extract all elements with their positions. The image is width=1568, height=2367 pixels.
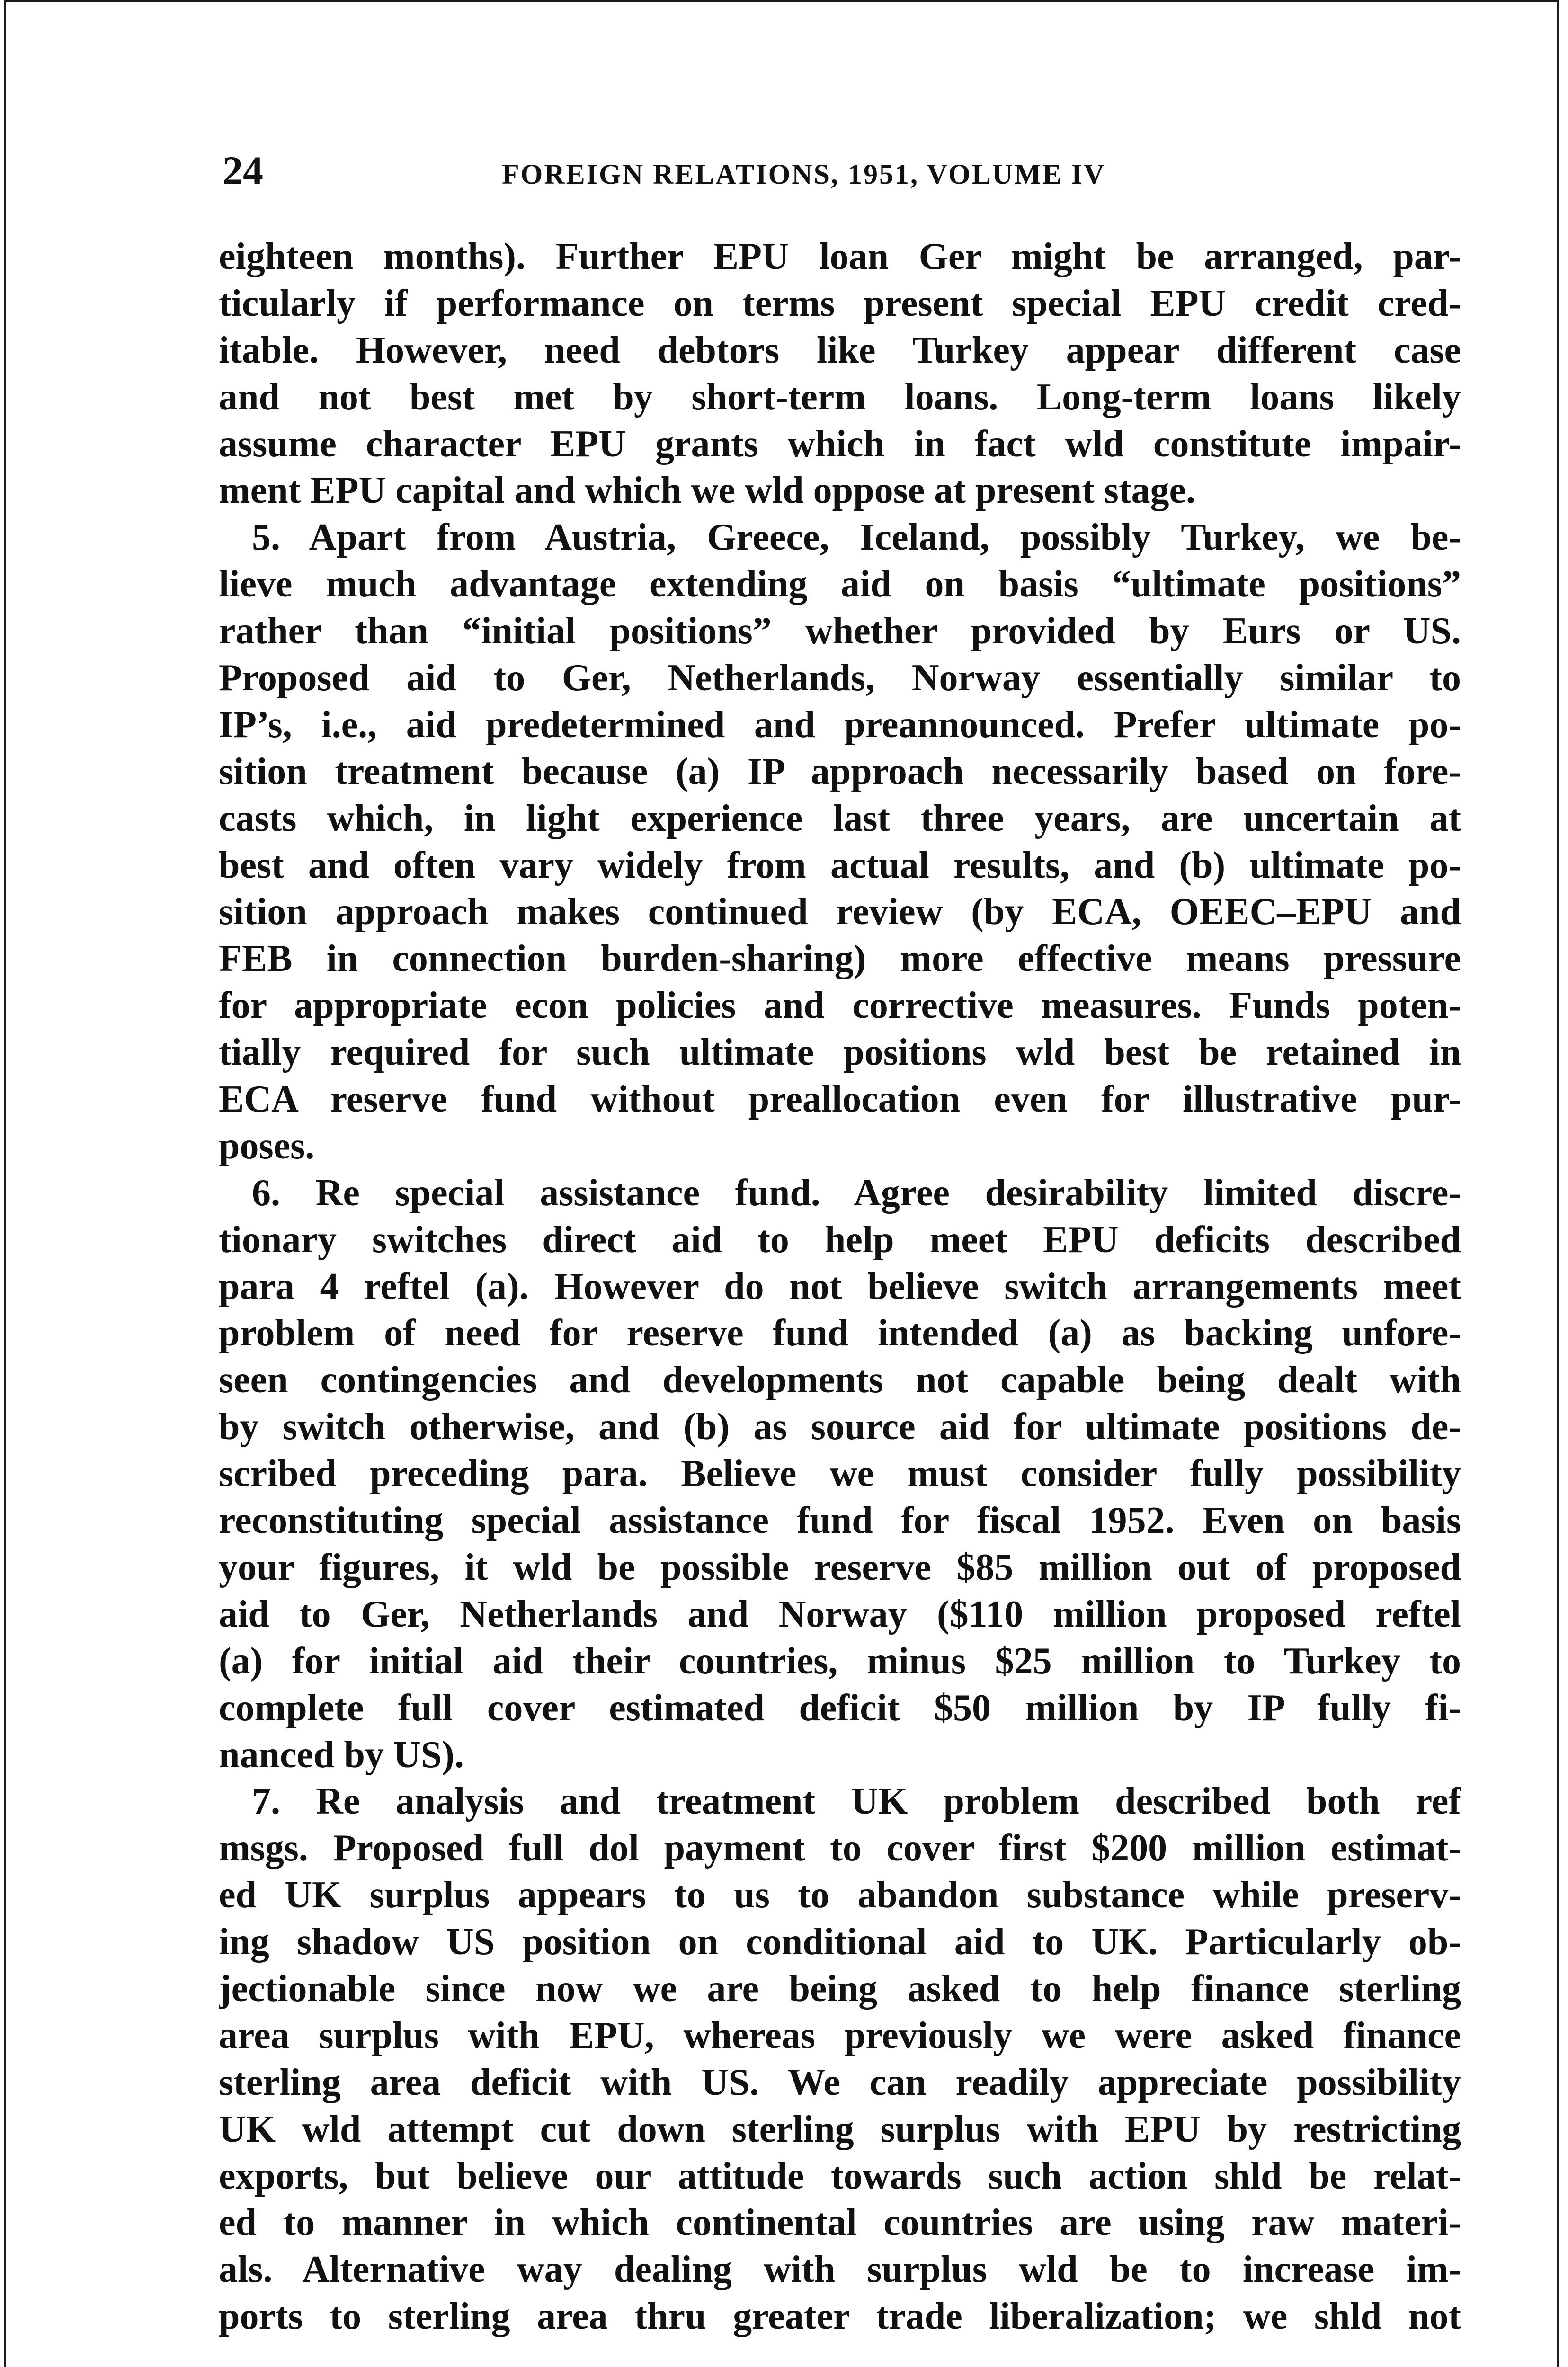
paragraph-5-start: 5. Apart from Austria, Greece, Iceland, possibly Turkey, we be- bbox=[252, 516, 1461, 559]
text-line: problem of need for reserve fund intended (a) as backing unfore- bbox=[219, 1312, 1461, 1354]
text-line: ing shadow US position on conditional aid to UK. Particularly ob- bbox=[219, 1921, 1461, 1963]
text-line: by switch otherwise, and (b) as source aid for ultimate positions de- bbox=[219, 1406, 1461, 1448]
text-line: sterling area deficit with US. We can readily appreciate possibility bbox=[219, 2061, 1461, 2103]
text-line: IP’s, i.e., aid predetermined and preannounced. Prefer ultimate po- bbox=[219, 703, 1461, 746]
running-head: FOREIGN RELATIONS, 1951, VOLUME IV bbox=[502, 159, 1106, 190]
paragraph-6-start: 6. Re special assistance fund. Agree desirability limited discre- bbox=[252, 1172, 1461, 1214]
text-line: sition approach makes continued review (by ECA, OEEC–EPU and bbox=[219, 891, 1461, 933]
text-line: assume character EPU grants which in fact wld constitute impair- bbox=[219, 423, 1461, 465]
text-line: msgs. Proposed full dol payment to cover first $200 million estimat- bbox=[219, 1827, 1461, 1869]
text-line: exports, but believe our attitude towards such action shld be relat- bbox=[219, 2155, 1461, 2197]
text-line: als. Alternative way dealing with surplus wld be to increase im- bbox=[219, 2249, 1461, 2291]
page-header bbox=[223, 142, 1463, 199]
body-text bbox=[219, 233, 1461, 2340]
text-line: nanced by US). bbox=[219, 1734, 464, 1776]
text-line: ed to manner in which continental countries are using raw materi- bbox=[219, 2202, 1461, 2244]
text-line: casts which, in light experience last three years, are uncertain at bbox=[219, 797, 1461, 839]
text-line: area surplus with EPU, whereas previously we were asked finance bbox=[219, 2014, 1461, 2056]
text-line: ticularly if performance on terms present special EPU credit cred- bbox=[219, 282, 1461, 324]
text-line: itable. However, need debtors like Turkey appear different case bbox=[219, 329, 1461, 371]
text-line: FEB in connection burden-sharing) more effective means pressure bbox=[219, 938, 1461, 980]
text-line: and not best met by short-term loans. Long-term loans likely bbox=[219, 376, 1461, 418]
text-line: for appropriate econ policies and corrective measures. Funds poten- bbox=[219, 985, 1461, 1027]
page-number: 24 bbox=[223, 148, 263, 193]
text-line: (a) for initial aid their countries, minus $25 million to Turkey to bbox=[219, 1640, 1461, 1682]
text-line: ports to sterling area thru greater trade liberalization; we shld not bbox=[219, 2296, 1461, 2338]
text-line: ment EPU capital and which we wld oppose at present stage. bbox=[219, 470, 1196, 512]
text-line: scribed preceding para. Believe we must consider fully possibility bbox=[219, 1453, 1461, 1495]
text-line: para 4 reftel (a). However do not believe switch arrangements meet bbox=[219, 1265, 1461, 1308]
text-line: your figures, it wld be possible reserve $85 million out of proposed bbox=[219, 1546, 1461, 1588]
text-line: jectionable since now we are being asked to help finance sterling bbox=[219, 1967, 1461, 2010]
text-line: lieve much advantage extending aid on basis “ultimate positions” bbox=[219, 563, 1461, 605]
text-line: sition treatment because (a) IP approach necessarily based on fore- bbox=[219, 750, 1461, 792]
text-line: complete full cover estimated deficit $50 million by IP fully fi- bbox=[219, 1687, 1461, 1729]
text-line: best and often vary widely from actual results, and (b) ultimate po- bbox=[219, 844, 1461, 886]
text-line: tionary switches direct aid to help meet EPU deficits described bbox=[219, 1219, 1461, 1261]
text-line: Proposed aid to Ger, Netherlands, Norway essentially similar to bbox=[219, 657, 1461, 699]
text-line: rather than “initial positions” whether provided by Eurs or US. bbox=[219, 610, 1461, 652]
text-line: UK wld attempt cut down sterling surplus with EPU by restricting bbox=[219, 2108, 1461, 2150]
text-line: ed UK surplus appears to us to abandon substance while preserv- bbox=[219, 1874, 1461, 1916]
text-line: tially required for such ultimate positions wld best be retained in bbox=[219, 1032, 1461, 1074]
paragraph-7-start: 7. Re analysis and treatment UK problem described both ref bbox=[252, 1780, 1461, 1823]
text-line: poses. bbox=[219, 1125, 315, 1167]
text-line: reconstituting special assistance fund for fiscal 1952. Even on basis bbox=[219, 1500, 1461, 1542]
text-line: seen contingencies and developments not capable being dealt with bbox=[219, 1359, 1461, 1401]
text-line: aid to Ger, Netherlands and Norway ($110 million proposed reftel bbox=[219, 1593, 1461, 1635]
text-line: eighteen months). Further EPU loan Ger might be arranged, par- bbox=[219, 236, 1461, 277]
text-line: ECA reserve fund without preallocation even for illustrative pur- bbox=[219, 1078, 1461, 1121]
